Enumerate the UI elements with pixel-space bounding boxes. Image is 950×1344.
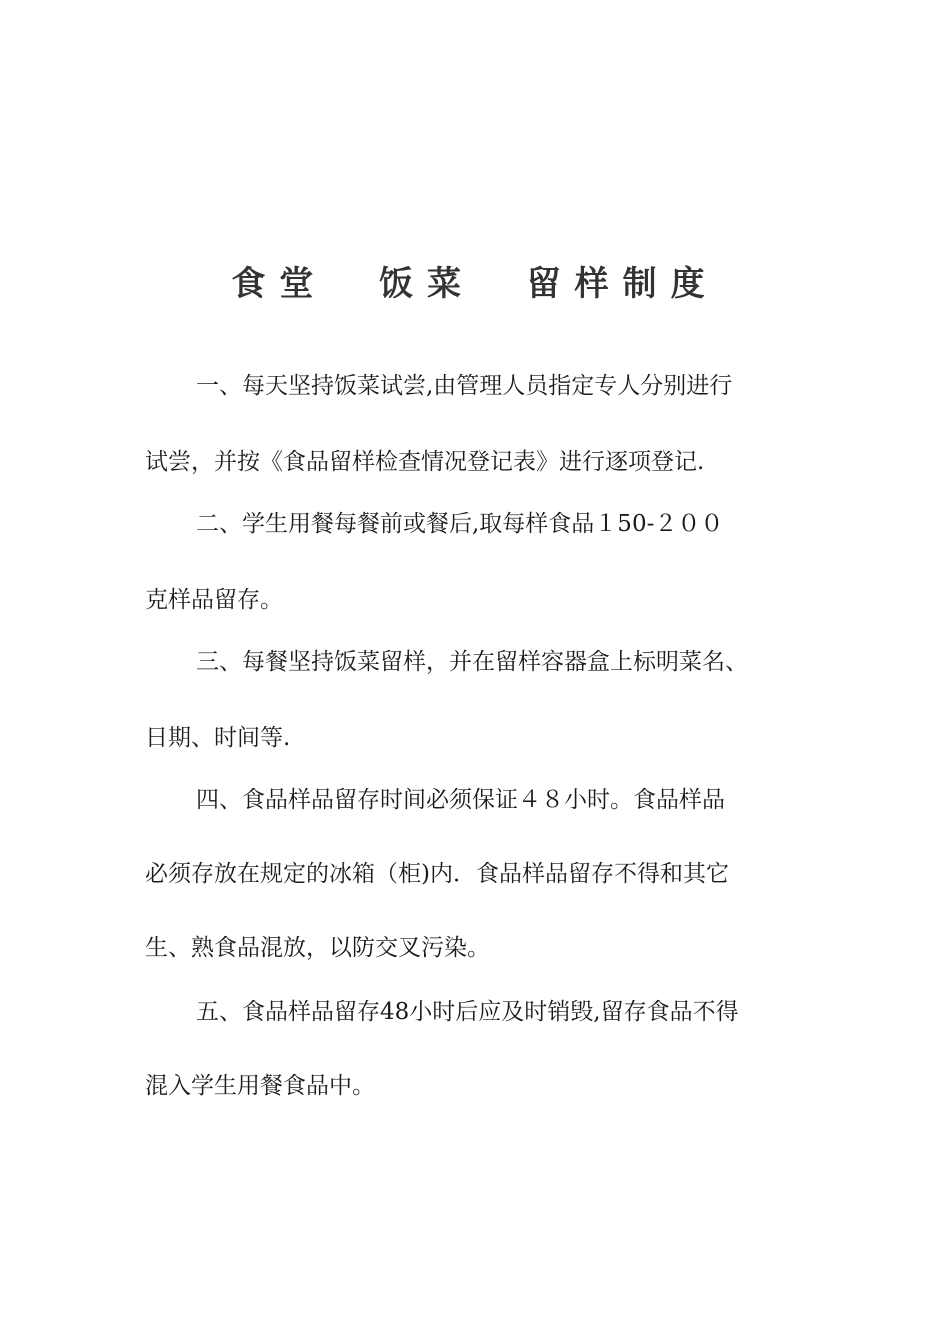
document-title: 食堂 饭菜 留样制度 [231,264,719,304]
paragraph-line: 日期、时间等. [145,725,291,751]
paragraph-line: 一、每天坚持饭菜试尝,由管理人员指定专人分别进行 [196,373,733,399]
paragraph-line: 试尝，并按《食品留样检查情况登记表》进行逐项登记. [145,449,705,475]
paragraph-line: 必须存放在规定的冰箱（柜)内．食品样品留存不得和其它 [145,861,729,887]
paragraph-line: 五、食品样品留存48小时后应及时销毁,留存食品不得 [196,999,739,1025]
paragraph-line: 混入学生用餐食品中。 [145,1073,375,1099]
paragraph-line: 二、学生用餐每餐前或餐后,取每样食品１50-２００ [196,511,724,537]
paragraph-line: 克样品留存。 [145,587,283,613]
paragraph-line: 生、熟食品混放，以防交叉污染。 [145,935,490,961]
paragraph-line: 四、食品样品留存时间必须保证４８小时。食品样品 [196,787,725,813]
paragraph-line: 三、每餐坚持饭菜留样，并在留样容器盒上标明菜名、 [196,649,748,675]
